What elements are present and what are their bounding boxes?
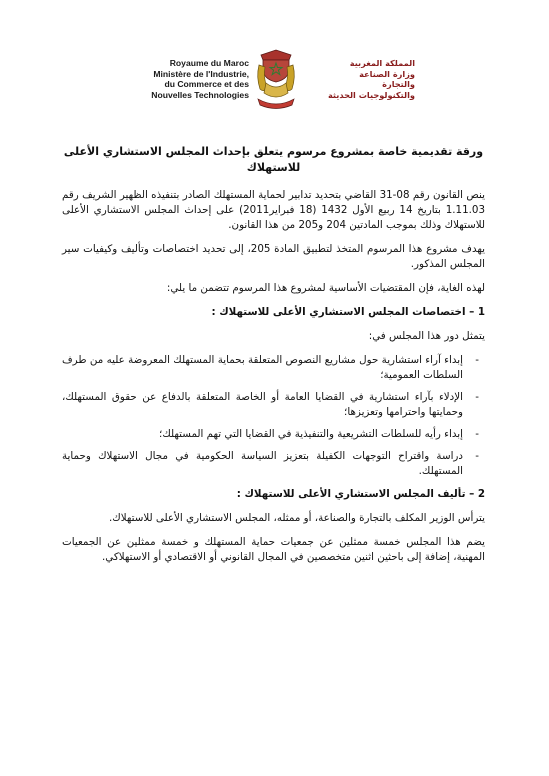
ministry-name-arabic <box>305 58 415 100</box>
paragraph-law-reference: ينص القانون رقم 08-31 القاضي بتحديد تدابير لحماية المستهلك الصادر بتنفيذه الظهير الشريف رقم 1.11.03 بتاريخ 14 ربيع الأول 1432 (18 فبراير2011) على إحداث المجلس الاستشاري الأعلى للاستهلاك وذلك بموجب المادتين 204 و205 من هذا القانون. <box>62 189 485 231</box>
letterhead <box>0 46 549 116</box>
ministry-name-french <box>131 58 249 100</box>
moroccan-coat-of-arms-icon <box>252 49 300 113</box>
paragraph-provisions-intro: لهذه الغاية، فإن المقتضيات الأساسية لمشروع هذا المرسوم تتضمن ما يلي: <box>166 282 485 294</box>
fr-line-3: du Commerce et des <box>164 79 249 89</box>
list-item: - إبداء رأيه للسلطات التشريعية والتنفيذية في القضايا التي تهم المستهلك؛ <box>62 427 463 442</box>
title-line-2: للاستهلاك <box>246 161 301 174</box>
section-heading-competences: 1 – اختصاصات المجلس الاستشاري الأعلى للاستهلاك : <box>211 306 485 318</box>
ar-line-1: المملكة المغربية <box>349 58 415 68</box>
paragraph-decree-purpose: يهدف مشروع هذا المرسوم المتخذ لتطبيق المادة 205، إلى تحديد اختصاصات وتأليف وكيفيات سير المجلس المذكور. <box>62 243 485 270</box>
document-body <box>62 144 485 574</box>
fr-line-2: Ministère de l'Industrie, <box>153 68 249 79</box>
competences-list <box>62 353 485 479</box>
section-heading-composition: 2 – تأليف المجلس الاستشاري الأعلى للاستهلاك : <box>236 488 485 500</box>
list-item: - إبداء آراء استشارية حول مشاريع النصوص المتعلقة بحماية المستهلك المعروضة عليه من طرف السلطات العمومية؛ <box>62 353 463 383</box>
fr-line-4: Nouvelles Technologies <box>151 89 249 100</box>
ar-line-4: والتكنولوجيات الحديثة <box>327 89 415 100</box>
document-title <box>62 144 485 176</box>
list-item: - الإدلاء بآراء استشارية في القضايا العامة أو الخاصة المتعلقة بالدفاع عن حقوق المستهلك، وحمايتها واحترامها وتعزيزها؛ <box>62 390 463 420</box>
title-line-1: ورقة تقديمية خاصة بمشروع مرسوم يتعلق بإحداث المجلس الاستشاري الأعلى <box>63 145 484 158</box>
ar-line-2: وزارة الصناعة <box>359 68 415 79</box>
section-competences-intro: يتمثل دور هذا المجلس في: <box>368 330 485 342</box>
fr-line-1: Royaume du Maroc <box>169 58 249 68</box>
paragraph-chairmanship: يترأس الوزير المكلف بالتجارة والصناعة، أو ممثله، المجلس الاستشاري الأعلى للاستهلاك. <box>108 512 485 524</box>
list-item: - دراسة واقتراح التوجهات الكفيلة بتعزيز السياسة الحكومية في مجال الاستهلاك وحماية المستهلك. <box>62 449 463 479</box>
paragraph-membership: يضم هذا المجلس خمسة ممثلين عن جمعيات حماية المستهلك و خمسة ممثلين عن الجمعيات المهنية، إضافة إلى باحثين اثنين متخصصين في المجال القانوني أو الاقتصادي أو الاستهلاكي. <box>62 536 485 563</box>
ar-line-3: والتجارة <box>382 79 415 89</box>
